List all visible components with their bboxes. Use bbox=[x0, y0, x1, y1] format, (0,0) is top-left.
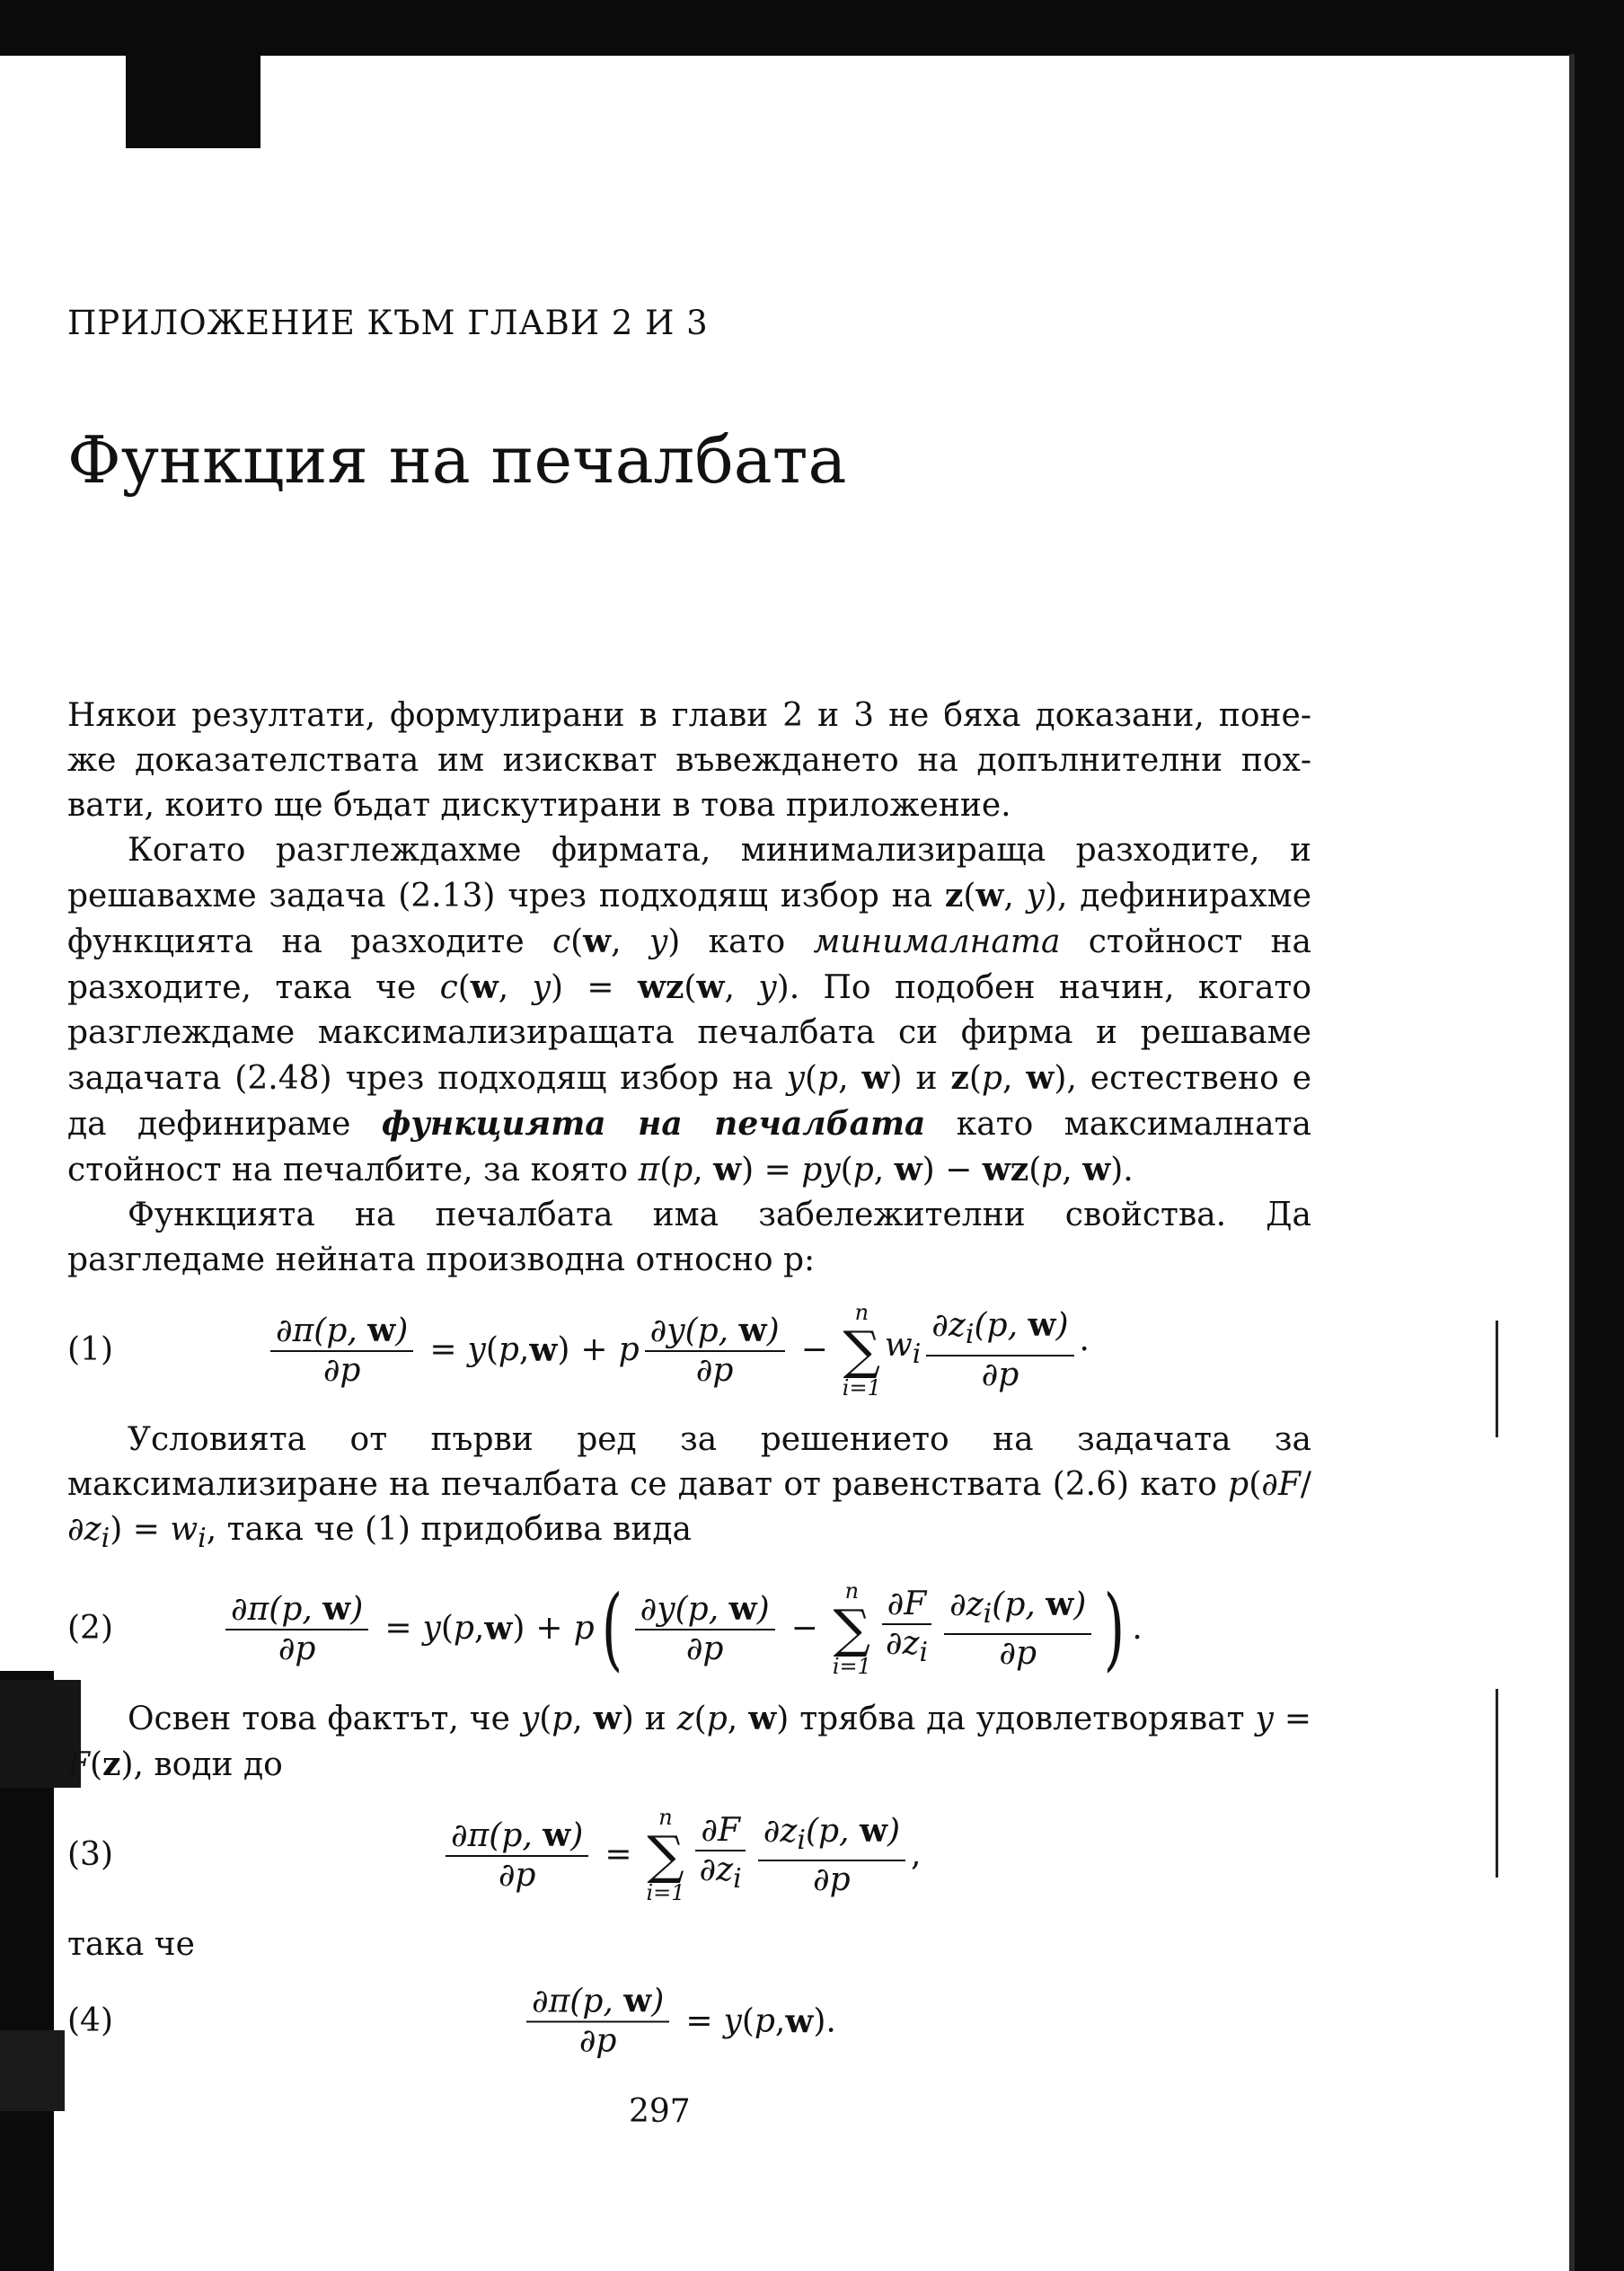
paragraph-6: така че bbox=[67, 1926, 195, 1964]
equation-1: (1) $\frac{\partial\pi(p, w)}{\partial p}$ = y ( p , w ) + p $\frac{\partial y(p, w)}{\partial p}$ − n ∑ i=1 $w_i$ $\frac{\partial z_i(p, w)}{\partial p}$ · bbox=[67, 1300, 1090, 1401]
equation-number: (4) bbox=[67, 2002, 113, 2040]
scan-border-right-shadow bbox=[1569, 54, 1575, 2271]
page-title: Функция на печалбата bbox=[67, 422, 847, 498]
page-number: 297 bbox=[629, 2093, 691, 2130]
scan-border-right bbox=[1575, 0, 1624, 2271]
equation-4: (4) $\frac{\partial\pi(p, w)}{\partial p}$ = y ( p , w ). bbox=[67, 1982, 836, 2060]
margin-mark bbox=[1496, 1689, 1498, 1878]
running-header: ПРИЛОЖЕНИЕ КЪМ ГЛАВИ 2 И 3 bbox=[67, 304, 709, 342]
paragraph-3: Функцията на печалбата има забележителни свойства. Да разгледаме нейната производна относно p: bbox=[67, 1197, 1311, 1278]
paragraph-4: Условията от първи ред за решението на задачата за максимализиране на печалбата се дават от равенствата (2.6) като $p(\partial F/\partial z_i) = w_i$, така че (1) придобива вида bbox=[67, 1421, 1311, 1555]
paragraph-1: Някои резултати, формулирани в глави 2 и 3 не бяха доказани, поне-же доказателствата им изискват въвеждането на допълнителни пох-вати, които ще бъдат дискутирани в това приложение. bbox=[67, 697, 1311, 824]
equation-number: (2) bbox=[67, 1610, 113, 1648]
paragraph-2: Когато разглеждахме фирмата, минимализираща разходите, и решавахме задача (2.13) чрез подходящ избор на z(w, y), дефинирахме функцията на разходите c(w, y) като минималната стойност на разходите, така че c(w, y) = wz(w, y). По подобен начин, когато разглеждаме максимализиращата печалбата си фирма и решаваме задачата (2.48) чрез подходящ избор на y(p, w) и z(p, w), естествено е да дефинираме функцията на печалбата като максималната стойност на печалбите, за която π(p, w) = py(p, w) − wz(p, w). bbox=[67, 832, 1312, 1189]
scan-border-left-blot bbox=[0, 2030, 65, 2111]
equation-number: (1) bbox=[67, 1331, 113, 1368]
scan-border-tab bbox=[126, 0, 260, 148]
paragraph-5: Освен това фактът, че y(p, w) и z(p, w) трябва да удовлетворяват y = F(z), води до bbox=[67, 1700, 1312, 1784]
equation-number: (3) bbox=[67, 1836, 113, 1874]
body-text bbox=[67, 694, 1311, 2075]
margin-mark bbox=[1496, 1321, 1498, 1437]
equation-3: (3) $\frac{\partial\pi(p, w)}{\partial p}$ = n ∑ i=1 $\frac{\partial F}{\partial z_i}$ $\frac{\partial z_i(p, w)}{\partial p}$ , bbox=[67, 1805, 922, 1906]
equation-2: (2) $\frac{\partial\pi(p, w)}{\partial p}$ = y ( p , w ) + p ( $\frac{\partial y(p, w)}{\partial p}$ − n ∑ i=1 $\frac{\partial F}{\partial z_i}$ $\frac{\partial z_i(p, w)}{\partial p}$ ) . bbox=[67, 1576, 1143, 1682]
